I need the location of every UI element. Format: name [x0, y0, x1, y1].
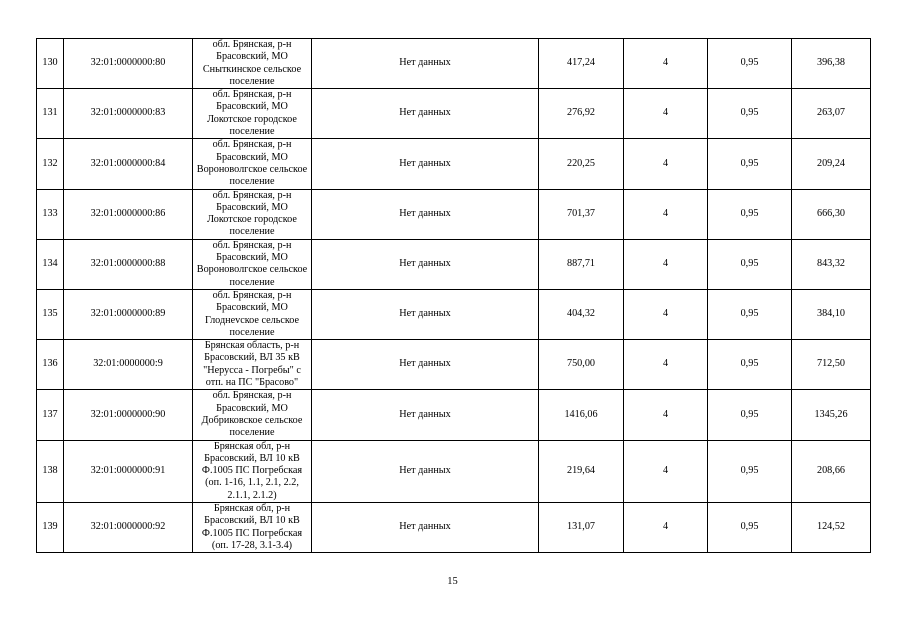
row-number: 131 — [37, 89, 64, 139]
row-number: 138 — [37, 440, 64, 502]
value: 843,32 — [792, 239, 871, 289]
coefficient: 0,95 — [708, 139, 792, 189]
address: обл. Брянская, р-н Брасовский, МО Вороноволгское сельское поселение — [193, 239, 312, 289]
table-row — [37, 189, 871, 239]
cadastral-number: 32:01:0000000:80 — [64, 39, 193, 89]
status: Нет данных — [312, 139, 539, 189]
class: 4 — [624, 390, 708, 440]
value: 396,38 — [792, 39, 871, 89]
table-body — [37, 39, 871, 553]
row-number: 135 — [37, 289, 64, 339]
cadastral-number: 32:01:0000000:86 — [64, 189, 193, 239]
area: 219,64 — [539, 440, 624, 502]
area: 404,32 — [539, 289, 624, 339]
status: Нет данных — [312, 340, 539, 390]
class: 4 — [624, 139, 708, 189]
class: 4 — [624, 89, 708, 139]
value: 124,52 — [792, 502, 871, 552]
status: Нет данных — [312, 189, 539, 239]
value: 209,24 — [792, 139, 871, 189]
value: 1345,26 — [792, 390, 871, 440]
coefficient: 0,95 — [708, 239, 792, 289]
class: 4 — [624, 239, 708, 289]
status: Нет данных — [312, 502, 539, 552]
coefficient: 0,95 — [708, 39, 792, 89]
address: обл. Брянская, р-н Брасовский, МО Локотское городское поселение — [193, 189, 312, 239]
table-row — [37, 340, 871, 390]
class: 4 — [624, 340, 708, 390]
table-row — [37, 39, 871, 89]
coefficient: 0,95 — [708, 289, 792, 339]
address: Брянская область, р-н Брасовский, ВЛ 35 кВ "Нерусса - Погребы" с отп. на ПС "Брасово" — [193, 340, 312, 390]
address: обл. Брянская, р-н Брасовский, МО Глоднevское сельское поселение — [193, 289, 312, 339]
address: обл. Брянская, р-н Брасовский, МО Вороноволгское сельское поселение — [193, 139, 312, 189]
table-row — [37, 139, 871, 189]
class: 4 — [624, 39, 708, 89]
table-row — [37, 440, 871, 502]
table-row — [37, 390, 871, 440]
page-number: 15 — [447, 576, 458, 587]
class: 4 — [624, 440, 708, 502]
area: 276,92 — [539, 89, 624, 139]
cadastral-number: 32:01:0000000:92 — [64, 502, 193, 552]
area: 887,71 — [539, 239, 624, 289]
value: 263,07 — [792, 89, 871, 139]
value: 666,30 — [792, 189, 871, 239]
coefficient: 0,95 — [708, 440, 792, 502]
area: 220,25 — [539, 139, 624, 189]
cadastral-number: 32:01:0000000:9 — [64, 340, 193, 390]
status: Нет данных — [312, 239, 539, 289]
row-number: 137 — [37, 390, 64, 440]
row-number: 134 — [37, 239, 64, 289]
value: 712,50 — [792, 340, 871, 390]
status: Нет данных — [312, 440, 539, 502]
row-number: 132 — [37, 139, 64, 189]
table-row — [37, 502, 871, 552]
cadastral-number: 32:01:0000000:90 — [64, 390, 193, 440]
status: Нет данных — [312, 390, 539, 440]
status: Нет данных — [312, 39, 539, 89]
area: 750,00 — [539, 340, 624, 390]
row-number: 130 — [37, 39, 64, 89]
coefficient: 0,95 — [708, 390, 792, 440]
cadastral-number: 32:01:0000000:83 — [64, 89, 193, 139]
class: 4 — [624, 502, 708, 552]
coefficient: 0,95 — [708, 89, 792, 139]
value: 208,66 — [792, 440, 871, 502]
address: обл. Брянская, р-н Брасовский, МО Добриковское сельское поселение — [193, 390, 312, 440]
cadastral-number: 32:01:0000000:91 — [64, 440, 193, 502]
row-number: 136 — [37, 340, 64, 390]
address: обл. Брянская, р-н Брасовский, МО Локотское городское поселение — [193, 89, 312, 139]
cadastral-number: 32:01:0000000:84 — [64, 139, 193, 189]
table-row — [37, 289, 871, 339]
area: 701,37 — [539, 189, 624, 239]
area: 131,07 — [539, 502, 624, 552]
address: Брянская обл, р-н Брасовский, ВЛ 10 кВ Ф.1005 ПС Погребская (оп. 17-28, 3.1-3.4) — [193, 502, 312, 552]
coefficient: 0,95 — [708, 340, 792, 390]
row-number: 139 — [37, 502, 64, 552]
status: Нет данных — [312, 289, 539, 339]
row-number: 133 — [37, 189, 64, 239]
parcel-table — [36, 38, 871, 553]
class: 4 — [624, 189, 708, 239]
cadastral-number: 32:01:0000000:88 — [64, 239, 193, 289]
table-row — [37, 89, 871, 139]
table-row — [37, 239, 871, 289]
status: Нет данных — [312, 89, 539, 139]
address: Брянская обл, р-н Брасовский, ВЛ 10 кВ Ф.1005 ПС Погребская (оп. 1-16, 1.1, 2.1, 2.2, 2.1.1, 2.1.2) — [193, 440, 312, 502]
coefficient: 0,95 — [708, 189, 792, 239]
area: 1416,06 — [539, 390, 624, 440]
class: 4 — [624, 289, 708, 339]
coefficient: 0,95 — [708, 502, 792, 552]
address: обл. Брянская, р-н Брасовский, МО Сныткинское сельское поселение — [193, 39, 312, 89]
area: 417,24 — [539, 39, 624, 89]
cadastral-number: 32:01:0000000:89 — [64, 289, 193, 339]
value: 384,10 — [792, 289, 871, 339]
